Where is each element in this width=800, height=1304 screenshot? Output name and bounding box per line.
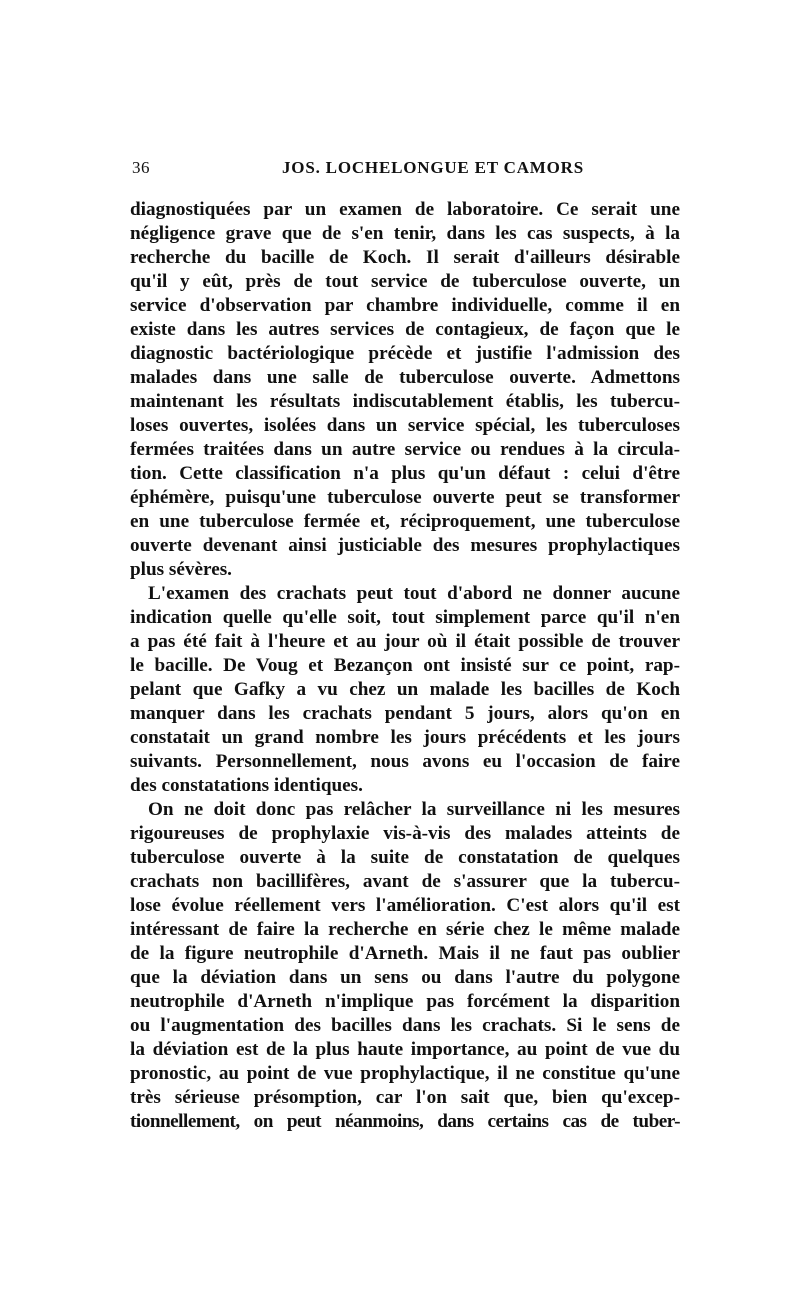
text-line: rigoureuses de prophylaxie vis-à-vis des malades atteints de bbox=[130, 823, 680, 844]
text-line: intéressant de faire la recherche en série chez le même malade bbox=[130, 919, 680, 940]
text-line: suivants. Personnellement, nous avons eu l'occasion de faire bbox=[130, 751, 680, 772]
text-line: de la figure neutrophile d'Arneth. Mais il ne faut pas oublier bbox=[130, 943, 680, 964]
text-line: fermées traitées dans un autre service ou rendues à la circula- bbox=[130, 439, 680, 460]
text-line: pelant que Gafky a vu chez un malade les bacilles de Koch bbox=[130, 679, 680, 700]
text-line: que la déviation dans un sens ou dans l'autre du polygone bbox=[130, 967, 680, 988]
text-line: très sérieuse présomption, car l'on sait que, bien qu'excep- bbox=[130, 1087, 680, 1108]
text-line: malades dans une salle de tuberculose ouverte. Admettons bbox=[130, 367, 680, 388]
text-line: ou l'augmentation des bacilles dans les crachats. Si le sens de bbox=[130, 1015, 680, 1036]
paragraph-end-line: des constatations identiques. bbox=[130, 775, 363, 796]
text-line: éphémère, puisqu'une tuberculose ouverte peut se transformer bbox=[130, 487, 680, 508]
text-line: diagnostic bactériologique précède et justifie l'admission des bbox=[130, 343, 680, 364]
text-line: tionnellement, on peut néanmoins, dans certains cas de tuber- bbox=[130, 1111, 680, 1132]
text-line: constatait un grand nombre les jours précédents et les jours bbox=[130, 727, 680, 748]
running-head bbox=[132, 158, 680, 184]
text-line: existe dans les autres services de contagieux, de façon que le bbox=[130, 319, 680, 340]
text-line: crachats non bacillifères, avant de s'assurer que la tubercu- bbox=[130, 871, 680, 892]
text-line: tion. Cette classification n'a plus qu'un défaut : celui d'être bbox=[130, 463, 680, 484]
text-line: pronostic, au point de vue prophylactique, il ne constitue qu'une bbox=[130, 1063, 680, 1084]
text-line: indication quelle qu'elle soit, tout simplement parce qu'il n'en bbox=[130, 607, 680, 628]
text-line: ouverte devenant ainsi justiciable des mesures prophylactiques bbox=[130, 535, 680, 556]
page-number: 36 bbox=[132, 158, 150, 177]
text-line: tuberculose ouverte à la suite de constatation de quelques bbox=[130, 847, 680, 868]
text-line: le bacille. De Voug et Bezançon ont insisté sur ce point, rap- bbox=[130, 655, 680, 676]
paragraph-start-line: L'examen des crachats peut tout d'abord ne donner aucune bbox=[148, 583, 680, 604]
text-line: en une tuberculose fermée et, réciproquement, une tuberculose bbox=[130, 511, 680, 532]
text-line: recherche du bacille de Koch. Il serait d'ailleurs désirable bbox=[130, 247, 680, 268]
text-line: négligence grave que de s'en tenir, dans les cas suspects, à la bbox=[130, 223, 680, 244]
text-line: manquer dans les crachats pendant 5 jours, alors qu'on en bbox=[130, 703, 680, 724]
text-line: service d'observation par chambre individuelle, comme il en bbox=[130, 295, 680, 316]
text-line: lose évolue réellement vers l'amélioration. C'est alors qu'il est bbox=[130, 895, 680, 916]
text-line: neutrophile d'Arneth n'implique pas forcément la disparition bbox=[130, 991, 680, 1012]
text-line: loses ouvertes, isolées dans un service spécial, les tuberculoses bbox=[130, 415, 680, 436]
text-line: qu'il y eût, près de tout service de tuberculose ouverte, un bbox=[130, 271, 680, 292]
paragraph-end-line: plus sévères. bbox=[130, 559, 232, 580]
text-line: a pas été fait à l'heure et au jour où il était possible de trouver bbox=[130, 631, 680, 652]
text-line: diagnostiquées par un examen de laboratoire. Ce serait une bbox=[130, 199, 680, 220]
body-text bbox=[130, 198, 680, 1134]
text-line: maintenant les résultats indiscutablement établis, les tubercu- bbox=[130, 391, 680, 412]
running-title: JOS. LOCHELONGUE ET CAMORS bbox=[282, 158, 584, 177]
text-line: la déviation est de la plus haute importance, au point de vue du bbox=[130, 1039, 680, 1060]
paragraph-start-line: On ne doit donc pas relâcher la surveillance ni les mesures bbox=[148, 799, 680, 820]
